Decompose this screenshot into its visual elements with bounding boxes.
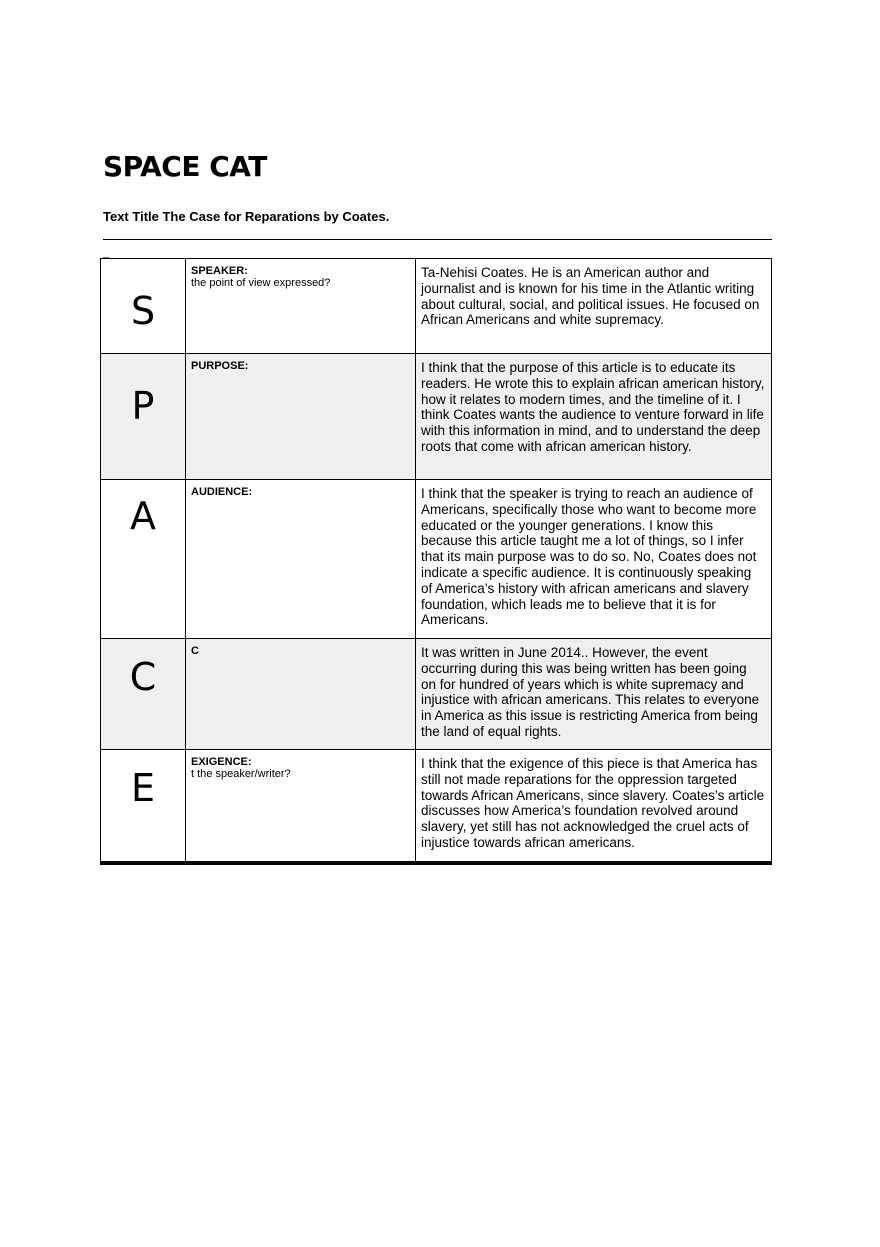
row-exigence <box>101 750 772 863</box>
context-answer: It was written in June 2014.. However, the event occurring during this was being written has been going on for hundred of years which is white supremacy and injustice with african americans. This relates to everyone in America as this issue is restricting America from being the land of equal rights. <box>421 645 760 739</box>
letter-cell <box>101 354 186 480</box>
audience-answer: I think that the speaker is trying to reach an audience of Americans, specifically those who want to become more educated or the younger generations. I know this because this article taught me a lot of things, so I infer that its main purpose was to do so. No, Coates does not indicate a specific audience. It is continuously speaking of America’s history with african americans and slavery foundation, which leads me to believe that it is for Americans. <box>421 486 757 628</box>
exigence-label: EXIGENCE: <box>191 756 252 768</box>
context-label: C <box>191 645 199 657</box>
letter-c: C <box>129 655 157 699</box>
label-cell <box>186 750 416 863</box>
letter-a: A <box>130 494 156 538</box>
space-table <box>100 258 772 865</box>
label-cell <box>186 259 416 354</box>
exigence-sublabel: t the speaker/writer? <box>191 768 291 780</box>
letter-s: S <box>130 289 156 333</box>
purpose-answer: I think that the purpose of this article is to educate its readers. He wrote this to explain african american history, how it relates to modern times, and the timeline of it. I think Coates wants the audience to venture forward in life with this information in mind, and to understand the deep roots that come with african american history. <box>421 360 765 454</box>
text-title: Text Title The Case for Reparations by Coates. <box>103 209 390 224</box>
answer-cell <box>416 750 772 863</box>
letter-p: P <box>131 384 155 428</box>
letter-cell <box>101 639 186 750</box>
title-underline <box>103 239 772 240</box>
answer-cell <box>416 259 772 354</box>
label-cell <box>186 480 416 639</box>
letter-cell <box>101 259 186 354</box>
letter-cell <box>101 480 186 639</box>
letter-e: E <box>130 766 155 810</box>
answer-cell <box>416 480 772 639</box>
row-speaker <box>101 259 772 354</box>
answer-cell <box>416 354 772 480</box>
audience-label: AUDIENCE: <box>191 486 253 498</box>
row-purpose <box>101 354 772 480</box>
exigence-answer: I think that the exigence of this piece is that America has still not made reparations for the oppression targeted towards African Americans, since slavery. Coates’s article discusses how America’s foundation revolved around slavery, yet still has not acknowledged the cruel acts of injustice towards african americans. <box>421 756 765 850</box>
speaker-label: SPEAKER: <box>191 265 248 277</box>
letter-cell <box>101 750 186 863</box>
label-cell <box>186 354 416 480</box>
underscore-mark: _ <box>103 247 110 259</box>
row-context <box>101 639 772 750</box>
purpose-label: PURPOSE: <box>191 360 249 372</box>
speaker-sublabel: the point of view expressed? <box>191 277 331 289</box>
row-audience <box>101 480 772 639</box>
speaker-answer: Ta-Nehisi Coates. He is an American author and journalist and is known for his time in the Atlantic writing about cultural, social, and political issues. He focused on African Americans and white supremacy. <box>421 265 760 328</box>
answer-cell <box>416 639 772 750</box>
label-cell <box>186 639 416 750</box>
page-title: SPACE CAT <box>103 150 267 183</box>
